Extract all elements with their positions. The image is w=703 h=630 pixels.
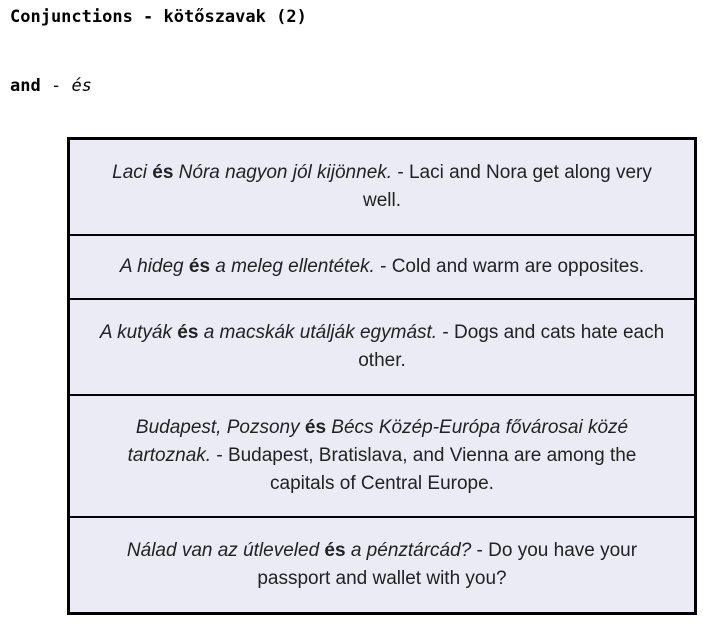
section-word: and — [10, 76, 41, 96]
example-cell — [69, 139, 696, 236]
example-english: Dogs and cats hate each other. — [358, 322, 665, 371]
example-hungarian: Budapest, Pozsony és Bécs Közép-Európa fővárosai közé tartoznak. — [127, 417, 629, 466]
section-dash: - — [40, 76, 72, 96]
section-heading — [10, 76, 92, 96]
example-hungarian: Laci és Nóra nagyon jól kijönnek. — [112, 162, 393, 183]
example-row — [69, 299, 696, 395]
example-hungarian: A hideg és a meleg ellentétek. — [119, 256, 375, 277]
example-english: Cold and warm are opposites. — [391, 256, 645, 277]
example-row — [69, 395, 696, 517]
examples-table — [67, 137, 697, 615]
example-separator: - — [471, 540, 489, 561]
example-english: Budapest, Bratislava, and Vienna are among the capitals of Central Europe. — [227, 445, 637, 494]
example-cell — [69, 299, 696, 395]
example-separator: - — [374, 256, 392, 277]
example-keyword: és — [324, 540, 346, 561]
example-cell — [69, 517, 696, 614]
example-english: Do you have your passport and wallet with you? — [257, 540, 638, 589]
example-keyword: és — [152, 162, 174, 183]
example-separator: - — [392, 162, 409, 183]
section-hungarian: és — [71, 76, 92, 96]
example-separator: - — [437, 322, 454, 343]
example-hungarian: Nálad van az útleveled és a pénztárcád? — [126, 540, 472, 561]
example-keyword: és — [188, 256, 211, 277]
example-english: Laci and Nora get along very well. — [362, 162, 652, 211]
example-row — [69, 139, 696, 236]
example-keyword: és — [304, 417, 327, 438]
example-keyword: és — [177, 322, 199, 343]
example-row — [69, 235, 696, 299]
page-title: Conjunctions - kötőszavak (2) — [10, 7, 307, 27]
example-cell — [69, 395, 696, 517]
example-cell — [69, 235, 696, 299]
example-separator: - — [211, 445, 228, 466]
example-row — [69, 517, 696, 614]
example-hungarian: A kutyák és a macskák utálják egymást. — [99, 322, 438, 343]
